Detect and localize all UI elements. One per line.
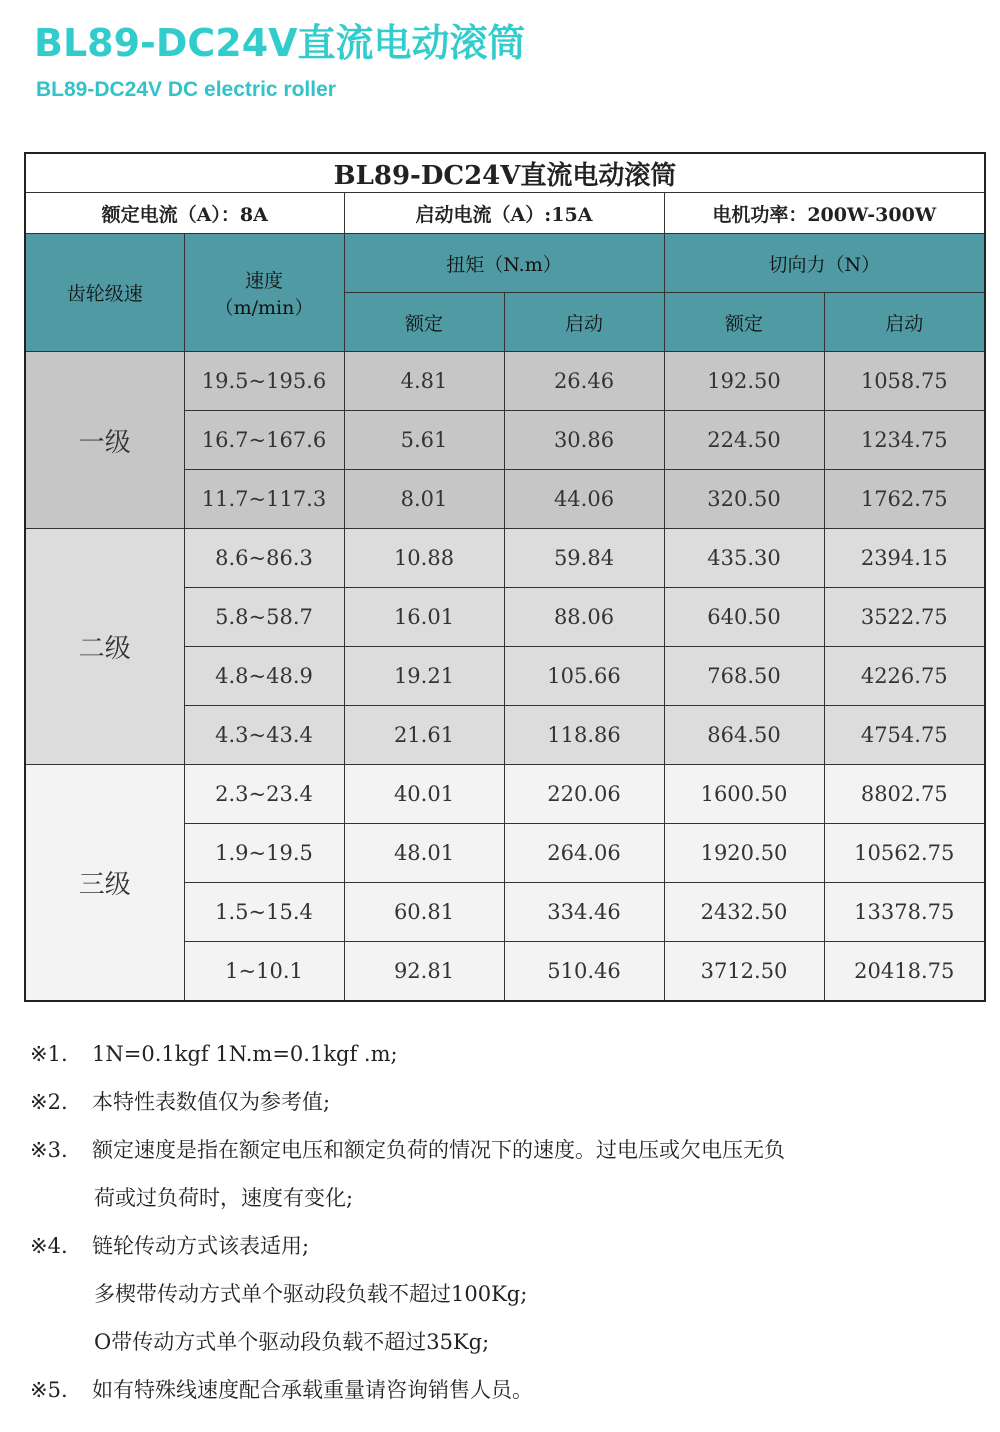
force-rated-cell: 1600.50 (664, 765, 824, 824)
torque-start-cell: 220.06 (504, 765, 664, 824)
torque-rated-cell: 60.81 (344, 883, 504, 942)
force-start-cell: 10562.75 (824, 824, 985, 883)
force-start-cell: 3522.75 (824, 588, 985, 647)
torque-rated-cell: 40.01 (344, 765, 504, 824)
note-marker: ※3. (30, 1138, 68, 1162)
speed-cell: 4.8~48.9 (184, 647, 344, 706)
force-start-cell: 1058.75 (824, 352, 985, 411)
force-rated-cell: 224.50 (664, 411, 824, 470)
table-title: BL89-DC24V直流电动滚筒 (25, 153, 985, 193)
force-rated-cell: 320.50 (664, 470, 824, 529)
torque-rated-cell: 19.21 (344, 647, 504, 706)
torque-start-cell: 264.06 (504, 824, 664, 883)
torque-start-cell: 334.46 (504, 883, 664, 942)
note-marker: ※5. (30, 1378, 68, 1402)
speed-cell: 16.7~167.6 (184, 411, 344, 470)
force-start-cell: 1234.75 (824, 411, 985, 470)
speed-cell: 11.7~117.3 (184, 470, 344, 529)
torque-rated-cell: 4.81 (344, 352, 504, 411)
gear-level-cell: 一级 (25, 352, 184, 529)
header-torque: 扭矩（N.m） (344, 234, 664, 293)
torque-start-cell: 26.46 (504, 352, 664, 411)
torque-start-cell: 510.46 (504, 942, 664, 1002)
table-row (25, 352, 985, 411)
note-line (30, 1222, 980, 1270)
force-rated-cell: 435.30 (664, 529, 824, 588)
page-title: BL89-DC24V直流电动滚筒 (34, 21, 526, 65)
note-marker: ※2. (30, 1090, 68, 1114)
gear-level-cell: 三级 (25, 765, 184, 1002)
note-line (30, 1126, 980, 1174)
torque-rated-cell: 16.01 (344, 588, 504, 647)
note-text: 额定速度是指在额定电压和额定负荷的情况下的速度。过电压或欠电压无负 (92, 1138, 785, 1162)
spec-table (24, 152, 986, 1002)
speed-cell: 2.3~23.4 (184, 765, 344, 824)
force-start-cell: 1762.75 (824, 470, 985, 529)
header-force-rated: 额定 (664, 293, 824, 352)
note-text: 本特性表数值仅为参考值; (92, 1090, 331, 1114)
torque-start-cell: 105.66 (504, 647, 664, 706)
header-force: 切向力（N） (664, 234, 985, 293)
gear-level-cell: 二级 (25, 529, 184, 765)
torque-start-cell: 118.86 (504, 706, 664, 765)
force-start-cell: 20418.75 (824, 942, 985, 1002)
page-subtitle: BL89-DC24V DC electric roller (36, 78, 336, 101)
note-line (30, 1318, 980, 1366)
speed-cell: 1.9~19.5 (184, 824, 344, 883)
force-rated-cell: 3712.50 (664, 942, 824, 1002)
header-gear: 齿轮级速 (25, 234, 184, 352)
torque-start-cell: 30.86 (504, 411, 664, 470)
speed-cell: 1~10.1 (184, 942, 344, 1002)
torque-start-cell: 88.06 (504, 588, 664, 647)
note-line (30, 1030, 980, 1078)
note-text: 链轮传动方式该表适用; (92, 1234, 310, 1258)
notes-section (30, 1030, 980, 1414)
note-text: O带传动方式单个驱动段负载不超过35Kg; (94, 1330, 490, 1354)
force-rated-cell: 640.50 (664, 588, 824, 647)
header-torque-rated: 额定 (344, 293, 504, 352)
force-start-cell: 2394.15 (824, 529, 985, 588)
header-torque-start: 启动 (504, 293, 664, 352)
force-rated-cell: 1920.50 (664, 824, 824, 883)
note-text: 1N=0.1kgf 1N.m=0.1kgf .m; (92, 1042, 398, 1066)
note-text: 如有特殊线速度配合承载重量请咨询销售人员。 (92, 1378, 533, 1402)
force-start-cell: 13378.75 (824, 883, 985, 942)
table-row (25, 529, 985, 588)
note-line (30, 1078, 980, 1126)
note-marker: ※1. (30, 1042, 68, 1066)
force-start-cell: 8802.75 (824, 765, 985, 824)
force-rated-cell: 768.50 (664, 647, 824, 706)
table-row (25, 765, 985, 824)
speed-cell: 5.8~58.7 (184, 588, 344, 647)
note-text: 荷或过负荷时，速度有变化; (94, 1186, 354, 1210)
speed-cell: 19.5~195.6 (184, 352, 344, 411)
torque-rated-cell: 48.01 (344, 824, 504, 883)
speed-cell: 8.6~86.3 (184, 529, 344, 588)
speed-cell: 4.3~43.4 (184, 706, 344, 765)
header-speed-unit: （m/min） (214, 296, 314, 319)
note-line (30, 1366, 980, 1414)
torque-rated-cell: 21.61 (344, 706, 504, 765)
note-text: 多楔带传动方式单个驱动段负载不超过100Kg; (94, 1282, 528, 1306)
note-marker: ※4. (30, 1234, 68, 1258)
header-speed-label: 速度 (244, 269, 283, 292)
torque-rated-cell: 5.61 (344, 411, 504, 470)
header-force-start: 启动 (824, 293, 985, 352)
torque-start-cell: 59.84 (504, 529, 664, 588)
start-current: 启动电流（A）:15A (344, 193, 664, 234)
force-rated-cell: 2432.50 (664, 883, 824, 942)
torque-rated-cell: 8.01 (344, 470, 504, 529)
motor-power: 电机功率：200W-300W (664, 193, 985, 234)
speed-cell: 1.5~15.4 (184, 883, 344, 942)
force-rated-cell: 192.50 (664, 352, 824, 411)
rated-current: 额定电流（A）：8A (25, 193, 344, 234)
torque-rated-cell: 10.88 (344, 529, 504, 588)
note-line (30, 1270, 980, 1318)
force-start-cell: 4754.75 (824, 706, 985, 765)
torque-start-cell: 44.06 (504, 470, 664, 529)
header-speed (184, 234, 344, 352)
torque-rated-cell: 92.81 (344, 942, 504, 1002)
force-start-cell: 4226.75 (824, 647, 985, 706)
note-line (30, 1174, 980, 1222)
force-rated-cell: 864.50 (664, 706, 824, 765)
